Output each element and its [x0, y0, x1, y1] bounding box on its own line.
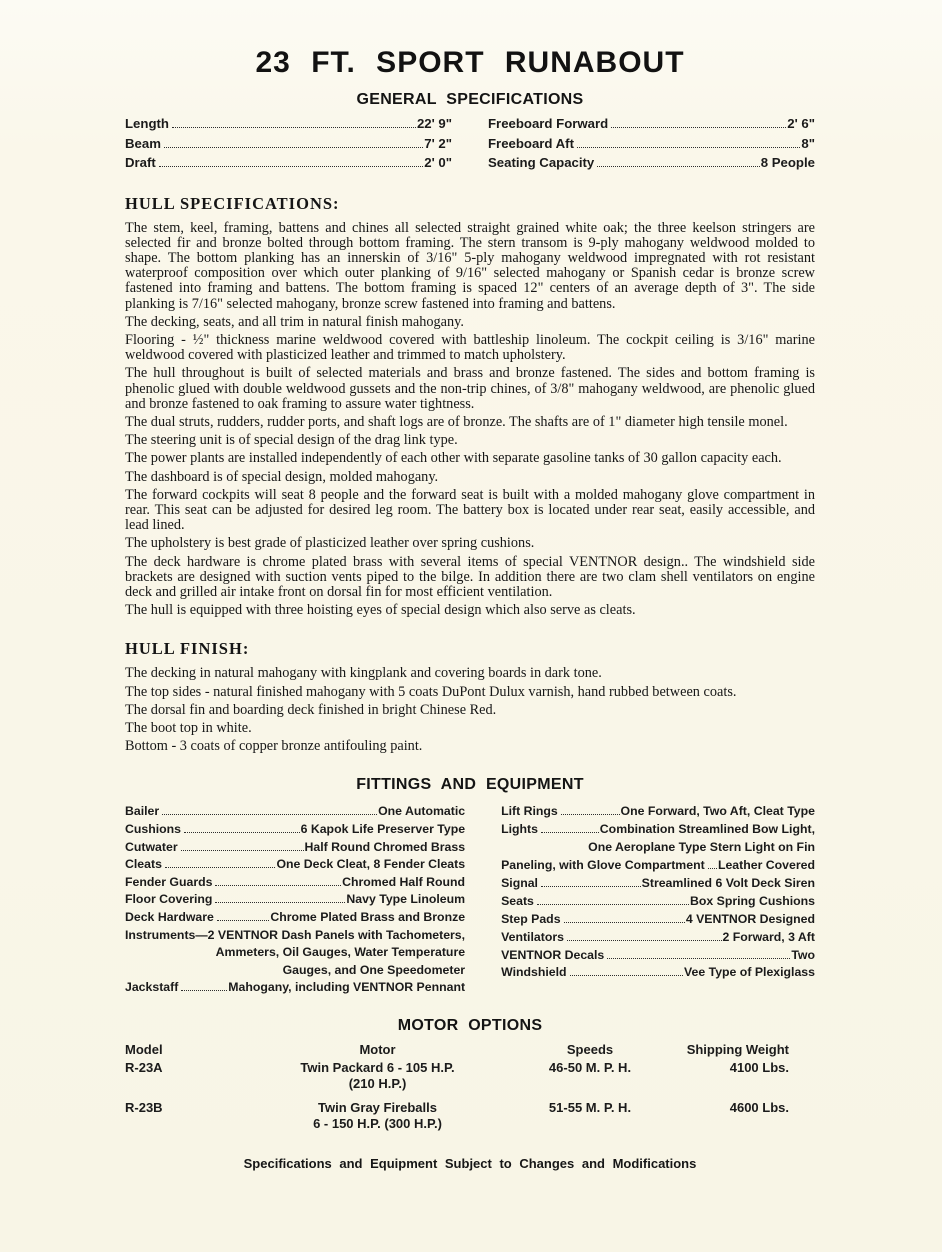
fitting-label: Windshield	[501, 965, 567, 980]
fitting-value: 2 Forward, 3 Aft	[722, 929, 815, 944]
hull-spec-paragraph: The dual struts, rudders, rudder ports, and shaft logs are of bronze. The shafts are of 1" diameter high tensile monel.	[125, 413, 788, 430]
page-title: 23 FT. SPORT RUNABOUT	[255, 46, 685, 79]
motor-model: R-23A	[125, 1060, 163, 1076]
hull-spec-paragraph: The upholstery is best grade of plasticized leather over spring cushions.	[125, 535, 535, 552]
fitting-label: Signal	[501, 876, 538, 891]
hull-spec-paragraph: The hull throughout is built of selected materials and brass and bronze fastened. The sides and bottom framing is phenolic glued with double weldwood gussets and the non-trip chines, of 3/8" mahogany weldwood, are phenolic glued and bronze fastened to oak framing to assure water tightness.	[125, 365, 815, 412]
hull-spec-paragraph: The decking, seats, and all trim in natural finish mahogany.	[125, 313, 464, 330]
fittings-right-column	[501, 805, 815, 999]
fitting-label: VENTNOR Decals	[501, 947, 605, 962]
general-spec-value: 22' 9"	[416, 116, 452, 131]
dotted-leader	[541, 832, 599, 833]
general-specs-heading: GENERAL SPECIFICATIONS	[356, 91, 584, 108]
dotted-leader	[564, 922, 685, 923]
general-spec-row	[488, 156, 815, 170]
fitting-label: Lift Rings	[501, 804, 558, 819]
dotted-leader	[217, 920, 269, 921]
motor-description-line: 6 - 150 H.P. (300 H.P.)	[313, 1115, 442, 1131]
fitting-row: Instruments—2 VENTNOR Dash Panels with Tachometers,	[125, 927, 466, 942]
fitting-label: Paneling, with Glove Compartment	[501, 857, 705, 872]
general-spec-row	[488, 137, 815, 151]
fitting-label: Lights	[501, 821, 538, 836]
dotted-leader	[165, 867, 276, 868]
dotted-leader	[561, 814, 620, 815]
fitting-value: Leather Covered	[717, 857, 815, 872]
hull-finish-paragraph: The boot top in white.	[125, 719, 252, 736]
fitting-value: Combination Streamlined Bow Light,	[599, 821, 815, 836]
hull-spec-paragraph: The hull is equipped with three hoisting eyes of special design which also serve as cleats.	[125, 602, 636, 619]
fitting-label: Seats	[501, 893, 534, 908]
general-spec-label: Beam	[125, 135, 161, 151]
dotted-leader	[181, 850, 304, 851]
hull-spec-paragraph: The dashboard is of special design, molded mahogany.	[125, 468, 439, 485]
fitting-label: Jackstaff	[125, 980, 179, 995]
footer-note: Specifications and Equipment Subject to Changes and Modifications	[243, 1156, 697, 1172]
hull-finish-paragraph: The decking in natural mahogany with kingplank and covering boards in dark tone.	[125, 665, 602, 682]
fitting-value: 6 Kapok Life Preserver Type	[300, 821, 466, 836]
general-spec-value: 7' 2"	[424, 135, 452, 151]
general-spec-row	[125, 137, 452, 151]
hull-finish-paragraph: Bottom - 3 coats of copper bronze antifouling paint.	[125, 738, 423, 755]
general-spec-value: 8"	[801, 135, 815, 151]
fitting-row	[501, 895, 815, 908]
fitting-value: Navy Type Linoleum	[346, 892, 466, 907]
fitting-continuation: Gauges, and One Speedometer	[282, 962, 466, 977]
fitting-row	[125, 876, 465, 889]
dotted-leader	[215, 885, 341, 886]
general-specs-table	[125, 117, 815, 176]
hull-specs-heading: HULL SPECIFICATIONS:	[125, 193, 340, 213]
dotted-leader	[184, 832, 300, 833]
dotted-leader	[607, 958, 790, 959]
hull-spec-paragraph: The power plants are installed independently of each other with separate gasoline tanks of 30 gallon capacity each.	[125, 450, 782, 467]
motor-description	[240, 1061, 515, 1092]
motor-column-header: Model	[125, 1041, 163, 1057]
general-spec-row	[125, 117, 452, 131]
fittings-left-column	[125, 805, 465, 999]
dotted-leader	[567, 940, 722, 941]
general-specs-left-column	[125, 117, 452, 176]
motor-shipping-weight: 4100 Lbs.	[729, 1060, 789, 1076]
motor-options-rows	[125, 1061, 815, 1132]
general-spec-label: Freeboard Forward	[488, 116, 609, 131]
fitting-row	[501, 949, 815, 962]
hull-finish-heading: HULL FINISH:	[125, 639, 250, 659]
dotted-leader	[537, 904, 689, 905]
fitting-row	[125, 823, 465, 836]
general-spec-row	[488, 117, 815, 131]
dotted-leader	[159, 166, 423, 167]
general-spec-value: 2' 0"	[424, 155, 452, 170]
fitting-value: Half Round Chromed Brass	[304, 839, 466, 854]
dotted-leader	[162, 814, 377, 815]
fitting-value: Chromed Half Round	[342, 874, 466, 889]
fitting-value: 4 VENTNOR Designed	[685, 911, 815, 926]
general-spec-label: Draft	[125, 155, 156, 170]
hull-spec-paragraph: Flooring - ½" thickness marine weldwood covered with battleship linoleum. The cockpit ceiling is 3/16" marine weldwood covered with plasticized leather and trimmed to match upholstery.	[125, 331, 815, 364]
fitting-continuation: Ammeters, Oil Gauges, Water Temperature	[215, 945, 466, 960]
fitting-value: Chrome Plated Brass and Bronze	[270, 909, 466, 924]
fitting-row	[125, 805, 465, 818]
general-specs-right-column	[488, 117, 815, 176]
fitting-continuation: One Aeroplane Type Stern Light on Fin	[588, 839, 815, 854]
hull-finish-paragraph: The dorsal fin and boarding deck finished in bright Chinese Red.	[125, 701, 497, 718]
motor-shipping-weight: 4600 Lbs.	[729, 1100, 789, 1116]
fitting-label: Fender Guards	[125, 874, 213, 889]
fitting-value: Two	[791, 947, 815, 962]
fittings-heading: FITTINGS AND EQUIPMENT	[356, 776, 584, 794]
fitting-row	[125, 911, 465, 924]
fitting-value: One Deck Cleat, 8 Fender Cleats	[276, 857, 466, 872]
hull-finish-text	[125, 666, 815, 754]
hull-spec-paragraph: The deck hardware is chrome plated brass with several items of special VENTNOR design.. The windshield side brackets are designed with suction vents piped to the bilge. In addition there are two clam shell ventilators on engine deck and grilled air intake front on dorsal fin for most efficient ventilation.	[125, 553, 815, 600]
fitting-row	[125, 841, 465, 854]
dotted-leader	[181, 990, 227, 991]
motor-options-header-row	[125, 1043, 815, 1057]
motor-options-heading: MOTOR OPTIONS	[397, 1016, 543, 1034]
dotted-leader	[570, 975, 683, 976]
general-spec-label: Freeboard Aft	[488, 135, 574, 151]
dotted-leader	[708, 868, 717, 869]
motor-speeds: 46-50 M. P. H.	[548, 1060, 632, 1076]
fitting-value: One Automatic	[378, 804, 466, 819]
fitting-row	[125, 981, 465, 994]
motor-column-header: Motor	[359, 1041, 396, 1057]
general-spec-label: Length	[125, 116, 169, 131]
fitting-label: Cushions	[125, 821, 182, 836]
dotted-leader	[164, 147, 423, 148]
fitting-label: Deck Hardware	[125, 909, 214, 924]
motor-speeds: 51-55 M. P. H.	[548, 1100, 632, 1116]
hull-spec-paragraph: The steering unit is of special design of the drag link type.	[125, 432, 458, 449]
general-spec-row	[125, 156, 452, 170]
fitting-row	[501, 931, 815, 944]
motor-model: R-23B	[125, 1100, 163, 1116]
fitting-row	[501, 823, 815, 836]
general-spec-value: 8 People	[760, 155, 815, 170]
fitting-label: Step Pads	[501, 911, 561, 926]
hull-specs-text	[125, 221, 815, 619]
fitting-row	[501, 913, 815, 926]
motor-option-row	[125, 1061, 815, 1092]
fitting-row	[501, 966, 815, 979]
fitting-row	[125, 893, 465, 906]
motor-description	[240, 1101, 515, 1132]
motor-description-line: Twin Packard 6 - 105 H.P.	[300, 1060, 455, 1076]
dotted-leader	[172, 127, 416, 128]
fitting-row	[501, 877, 815, 890]
dotted-leader	[541, 886, 641, 887]
dotted-leader	[611, 127, 786, 128]
fitting-value: Box Spring Cushions	[689, 893, 815, 908]
fitting-row	[501, 859, 815, 872]
fitting-label: Ventilators	[501, 929, 564, 944]
fitting-row	[125, 858, 465, 871]
motor-column-header: Shipping Weight	[686, 1041, 789, 1057]
hull-spec-paragraph: The stem, keel, framing, battens and chines all selected straight grained white oak; the three keelson stringers are selected fir and bronze bolted through bottom framing. The stern transom is 9-ply mahogany weldwood molded to shape. The bottom planking has an innerskin of 3/16" 5-ply mahogany weldwood impregnated with rot resistant waterproof composition over which outer planking of 9/16" selected mahogany or Spanish cedar is bronze screw fastened into framing and battens. The bottom framing is spaced 12" centers of an average depth of 3". The side planking is 7/16" selected mahogany, bronze screw fastened into framing and battens.	[125, 219, 815, 312]
fitting-row	[501, 805, 815, 818]
fitting-value: One Forward, Two Aft, Cleat Type	[620, 804, 815, 819]
motor-column-header: Speeds	[566, 1041, 614, 1057]
fitting-value: Vee Type of Plexiglass	[683, 965, 815, 980]
dotted-leader	[215, 902, 345, 903]
motor-option-row	[125, 1101, 815, 1132]
general-spec-label: Seating Capacity	[488, 155, 595, 170]
fitting-value: Streamlined 6 Volt Deck Siren	[641, 876, 815, 891]
motor-description-line: (210 H.P.)	[348, 1075, 407, 1091]
dotted-leader	[597, 166, 759, 167]
hull-spec-paragraph: The forward cockpits will seat 8 people and the forward seat is built with a molded mahogany glove compartment in rear. This seat can be adjusted for desired leg room. The battery box is located under rear seat, easily accessible, and lead lined.	[125, 486, 815, 534]
motor-description-line: Twin Gray Fireballs	[318, 1100, 437, 1116]
hull-finish-paragraph: The top sides - natural finished mahogany with 5 coats DuPont Dulux varnish, hand rubbed between coats.	[125, 683, 737, 700]
general-spec-value: 2' 6"	[787, 116, 815, 131]
fitting-label: Bailer	[125, 804, 160, 819]
fitting-label: Cutwater	[125, 839, 178, 854]
dotted-leader	[577, 147, 800, 148]
fitting-label: Cleats	[125, 857, 162, 872]
fitting-value: Mahogany, including VENTNOR Pennant	[228, 980, 466, 995]
fittings-table	[125, 805, 815, 999]
motor-options-table	[125, 1043, 815, 1133]
fitting-label: Floor Covering	[125, 892, 213, 907]
